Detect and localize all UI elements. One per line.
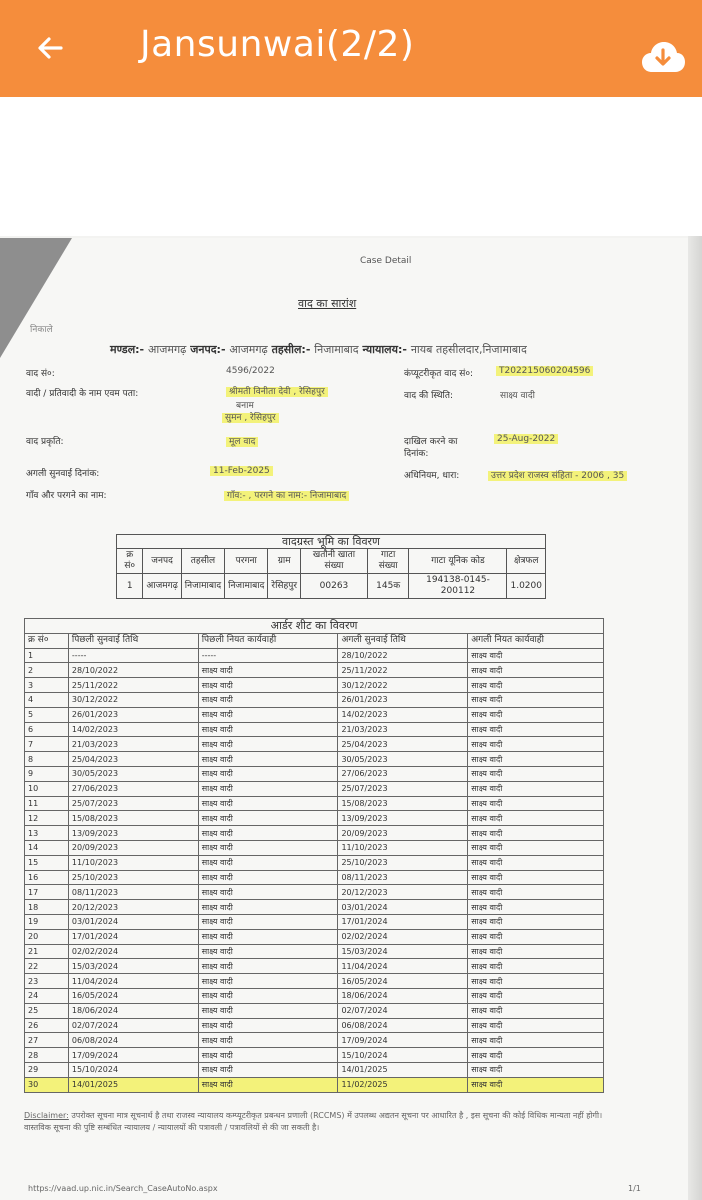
order-cell: 16 bbox=[25, 870, 69, 885]
land-col-header: क्र सं० bbox=[117, 549, 143, 574]
order-cell: 30/05/2023 bbox=[68, 766, 198, 781]
order-cell: 11/10/2023 bbox=[68, 855, 198, 870]
computer-no-label: कंप्यूटरीकृत वाद सं०: bbox=[404, 369, 474, 379]
order-cell: साक्ष्य वादी bbox=[198, 1048, 338, 1063]
filed-value: 25-Aug-2022 bbox=[494, 434, 558, 444]
order-cell: 26/01/2023 bbox=[338, 692, 468, 707]
order-cell: 03/01/2024 bbox=[68, 914, 198, 929]
order-cell: 11 bbox=[25, 796, 69, 811]
order-row bbox=[25, 1003, 604, 1018]
order-cell: 15/10/2024 bbox=[68, 1062, 198, 1077]
order-row bbox=[25, 974, 604, 989]
order-cell: 17/01/2024 bbox=[68, 929, 198, 944]
order-cell: साक्ष्य वादी bbox=[198, 1003, 338, 1018]
status-label: वाद की स्थिति: bbox=[404, 391, 453, 401]
order-cell: साक्ष्य वादी bbox=[198, 900, 338, 915]
order-cell: 08/11/2023 bbox=[68, 885, 198, 900]
order-sheet-table bbox=[24, 618, 604, 1093]
order-row bbox=[25, 692, 604, 707]
land-col-header: गाटा संख्या bbox=[367, 549, 409, 574]
land-cell: 145क bbox=[367, 574, 409, 599]
order-cell: 20/09/2023 bbox=[68, 840, 198, 855]
order-cell: 13 bbox=[25, 826, 69, 841]
banam-text: बनाम bbox=[236, 401, 254, 411]
land-cell: 1 bbox=[117, 574, 143, 599]
order-cell: 14/02/2023 bbox=[338, 707, 468, 722]
footer-url: https://vaad.up.nic.in/Search_CaseAutoNo.aspx bbox=[28, 1184, 218, 1193]
vaad-sn-value: 4596/2022 bbox=[226, 366, 275, 376]
order-cell: साक्ष्य वादी bbox=[198, 811, 338, 826]
order-row bbox=[25, 766, 604, 781]
order-cell: साक्ष्य वादी bbox=[468, 885, 604, 900]
filed-label: दाखिल करने का bbox=[404, 437, 458, 447]
order-col-header: पिछली सुनवाई तिथि bbox=[68, 633, 198, 648]
order-cell: 24 bbox=[25, 988, 69, 1003]
order-cell: 02/02/2024 bbox=[338, 929, 468, 944]
order-cell: 25/10/2023 bbox=[338, 855, 468, 870]
disclaimer-label: Disclaimer: bbox=[24, 1111, 69, 1120]
order-cell: साक्ष्य वादी bbox=[468, 648, 604, 663]
order-cell: 29 bbox=[25, 1062, 69, 1077]
order-cell: साक्ष्य वादी bbox=[198, 722, 338, 737]
next-date-value: 11-Feb-2025 bbox=[210, 466, 273, 476]
next-date-label: अगली सुनवाई दिनांक: bbox=[26, 469, 100, 479]
order-row bbox=[25, 944, 604, 959]
footer-page-number: 1/1 bbox=[628, 1184, 641, 1193]
order-cell: 14 bbox=[25, 840, 69, 855]
order-cell: साक्ष्य वादी bbox=[468, 1062, 604, 1077]
order-cell: 28 bbox=[25, 1048, 69, 1063]
land-col-header: क्षेत्रफल bbox=[507, 549, 546, 574]
order-cell: 27 bbox=[25, 1033, 69, 1048]
order-cell: साक्ष्य वादी bbox=[468, 826, 604, 841]
order-cell: साक्ष्य वादी bbox=[198, 663, 338, 678]
order-cell: 20/12/2023 bbox=[338, 885, 468, 900]
order-row bbox=[25, 1077, 604, 1092]
order-row bbox=[25, 811, 604, 826]
order-cell: 20/09/2023 bbox=[338, 826, 468, 841]
status-value: साक्ष्य वादी bbox=[500, 391, 535, 401]
order-cell: साक्ष्य वादी bbox=[468, 722, 604, 737]
land-col-header: गाटा यूनिक कोड bbox=[409, 549, 507, 574]
order-row bbox=[25, 929, 604, 944]
order-row bbox=[25, 914, 604, 929]
order-cell: ----- bbox=[198, 648, 338, 663]
order-cell: साक्ष्य वादी bbox=[468, 944, 604, 959]
order-row bbox=[25, 855, 604, 870]
order-cell: 18 bbox=[25, 900, 69, 915]
order-cell: 11/04/2024 bbox=[68, 974, 198, 989]
order-cell: साक्ष्य वादी bbox=[468, 678, 604, 693]
order-cell: 15/08/2023 bbox=[338, 796, 468, 811]
nature-label: वाद प्रकृति: bbox=[26, 437, 64, 447]
land-col-header: जनपद bbox=[143, 549, 181, 574]
land-cell: 00263 bbox=[301, 574, 368, 599]
order-cell: 27/06/2023 bbox=[68, 781, 198, 796]
arrow-left-icon bbox=[35, 33, 65, 63]
case-detail-label: Case Detail bbox=[360, 256, 412, 266]
order-cell: साक्ष्य वादी bbox=[468, 752, 604, 767]
order-cell: 16/05/2024 bbox=[338, 974, 468, 989]
order-row bbox=[25, 1048, 604, 1063]
land-col-header: परगना bbox=[225, 549, 268, 574]
land-cell: निजामाबाद bbox=[225, 574, 268, 599]
order-cell: साक्ष्य वादी bbox=[468, 1077, 604, 1092]
order-cell: साक्ष्य वादी bbox=[468, 1003, 604, 1018]
order-row bbox=[25, 988, 604, 1003]
order-cell: साक्ष्य वादी bbox=[198, 959, 338, 974]
land-row bbox=[117, 574, 546, 599]
order-cell: साक्ष्य वादी bbox=[468, 663, 604, 678]
order-cell: साक्ष्य वादी bbox=[198, 678, 338, 693]
order-row bbox=[25, 781, 604, 796]
order-cell: 30/12/2022 bbox=[68, 692, 198, 707]
order-cell: 15/08/2023 bbox=[68, 811, 198, 826]
order-cell: 13/09/2023 bbox=[68, 826, 198, 841]
order-cell: साक्ष्य वादी bbox=[198, 1062, 338, 1077]
order-row bbox=[25, 900, 604, 915]
order-row bbox=[25, 1062, 604, 1077]
order-row bbox=[25, 885, 604, 900]
order-cell: साक्ष्य वादी bbox=[468, 1033, 604, 1048]
order-cell: ----- bbox=[68, 648, 198, 663]
order-cell: 30 bbox=[25, 1077, 69, 1092]
order-cell: साक्ष्य वादी bbox=[468, 870, 604, 885]
order-cell: साक्ष्य वादी bbox=[468, 840, 604, 855]
order-row bbox=[25, 663, 604, 678]
disclaimer-text: उपरोक्त सूचना मात्र सूचनार्थ है तथा राजस्व न्यायालय कम्प्यूटरीकृत प्रबन्धन प्रणाली (RCCMS) में उपलब्ध अद्यतन सूचना पर आधारित है , इस सूचना की कोई विधिक मान्यता नहीं होगी। वास्तविक सूचना की पुष्टि सम्बंधित न्यायालय / न्यायालयों की पत्रावली / पत्रावलियों से की जा सकती है। bbox=[24, 1111, 603, 1132]
order-cell: 06/08/2024 bbox=[338, 1018, 468, 1033]
order-row bbox=[25, 840, 604, 855]
order-cell: 13/09/2023 bbox=[338, 811, 468, 826]
order-cell: 11/10/2023 bbox=[338, 840, 468, 855]
vaad-sn-label: वाद सं०: bbox=[26, 369, 55, 379]
order-cell: साक्ष्य वादी bbox=[198, 1077, 338, 1092]
order-cell: साक्ष्य वादी bbox=[198, 781, 338, 796]
order-cell: 19 bbox=[25, 914, 69, 929]
order-row bbox=[25, 1033, 604, 1048]
order-cell: 23 bbox=[25, 974, 69, 989]
order-table-caption: आर्डर शीट का विवरण bbox=[25, 619, 604, 634]
order-cell: साक्ष्य वादी bbox=[468, 988, 604, 1003]
order-cell: 02/07/2024 bbox=[338, 1003, 468, 1018]
order-row bbox=[25, 707, 604, 722]
order-cell: साक्ष्य वादी bbox=[468, 1048, 604, 1063]
order-cell: 21/03/2023 bbox=[68, 737, 198, 752]
land-cell: निजामाबाद bbox=[181, 574, 224, 599]
order-cell: साक्ष्य वादी bbox=[468, 766, 604, 781]
order-cell: साक्ष्य वादी bbox=[198, 1033, 338, 1048]
order-cell: 21/03/2023 bbox=[338, 722, 468, 737]
order-cell: साक्ष्य वादी bbox=[198, 855, 338, 870]
order-cell: साक्ष्य वादी bbox=[468, 959, 604, 974]
order-cell: 25/04/2023 bbox=[338, 737, 468, 752]
order-cell: साक्ष्य वादी bbox=[198, 692, 338, 707]
village-value: गाँव:- , परगने का नाम:- निजामाबाद bbox=[224, 491, 349, 501]
order-cell: साक्ष्य वादी bbox=[468, 796, 604, 811]
order-cell: 27/06/2023 bbox=[338, 766, 468, 781]
order-cell: साक्ष्य वादी bbox=[198, 870, 338, 885]
order-cell: 21 bbox=[25, 944, 69, 959]
order-cell: 28/10/2022 bbox=[68, 663, 198, 678]
order-cell: 12 bbox=[25, 811, 69, 826]
order-row bbox=[25, 959, 604, 974]
party2-value: सुमन , रेसिहपुर bbox=[222, 413, 279, 423]
order-cell: 02/02/2024 bbox=[68, 944, 198, 959]
order-cell: साक्ष्य वादी bbox=[468, 855, 604, 870]
order-cell: 17/09/2024 bbox=[68, 1048, 198, 1063]
parties-label: वादी / प्रतिवादी के नाम एवम पता: bbox=[26, 389, 139, 399]
order-cell: 5 bbox=[25, 707, 69, 722]
order-cell: साक्ष्य वादी bbox=[468, 914, 604, 929]
order-cell: 1 bbox=[25, 648, 69, 663]
land-col-header: ग्राम bbox=[268, 549, 301, 574]
order-row bbox=[25, 870, 604, 885]
order-cell: 17/01/2024 bbox=[338, 914, 468, 929]
order-col-header: अगली नियत कार्यवाही bbox=[468, 633, 604, 648]
document-page bbox=[0, 238, 690, 1200]
order-cell: 30/12/2022 bbox=[338, 678, 468, 693]
back-button[interactable] bbox=[24, 22, 76, 74]
order-cell: 15 bbox=[25, 855, 69, 870]
cloud-download-icon bbox=[640, 40, 686, 74]
order-cell: 15/03/2024 bbox=[338, 944, 468, 959]
order-cell: साक्ष्य वादी bbox=[468, 737, 604, 752]
order-cell: 06/08/2024 bbox=[68, 1033, 198, 1048]
act-label: अधिनियम, धारा: bbox=[404, 471, 460, 481]
order-cell: 18/06/2024 bbox=[68, 1003, 198, 1018]
order-cell: 25 bbox=[25, 1003, 69, 1018]
order-cell: 26 bbox=[25, 1018, 69, 1033]
order-cell: 11/04/2024 bbox=[338, 959, 468, 974]
order-cell: 3 bbox=[25, 678, 69, 693]
document-photo[interactable] bbox=[0, 236, 702, 1200]
land-cell: आजमगढ़ bbox=[143, 574, 181, 599]
nature-value: मूल वाद bbox=[226, 437, 258, 447]
order-cell: 15/10/2024 bbox=[338, 1048, 468, 1063]
order-cell: 14/01/2025 bbox=[338, 1062, 468, 1077]
order-cell: साक्ष्य वादी bbox=[468, 692, 604, 707]
order-cell: 30/05/2023 bbox=[338, 752, 468, 767]
party1-value: श्रीमती विनीता देवी , रेसिहपुर bbox=[226, 387, 328, 397]
order-cell: 22 bbox=[25, 959, 69, 974]
order-cell: 08/11/2023 bbox=[338, 870, 468, 885]
land-col-header: खतौनी खाता संख्या bbox=[301, 549, 368, 574]
order-row bbox=[25, 1018, 604, 1033]
order-cell: 10 bbox=[25, 781, 69, 796]
land-cell: 1.0200 bbox=[507, 574, 546, 599]
court-header: मण्डल:- आजमगढ़ जनपद:- आजमगढ़ तहसील:- निजामाबाद न्यायालय:- नायब तहसीलदार,निजामाबाद bbox=[110, 343, 527, 356]
download-button[interactable] bbox=[638, 37, 688, 77]
order-cell: साक्ष्य वादी bbox=[468, 1018, 604, 1033]
order-cell: साक्ष्य वादी bbox=[198, 988, 338, 1003]
order-cell: साक्ष्य वादी bbox=[198, 840, 338, 855]
folded-corner bbox=[0, 238, 72, 358]
filed-label-2: दिनांक: bbox=[404, 449, 429, 459]
land-cell: रेसिहपुर bbox=[268, 574, 301, 599]
page-title: Jansunwai(2/2) bbox=[140, 24, 415, 65]
order-cell: 25/04/2023 bbox=[68, 752, 198, 767]
order-cell: 20 bbox=[25, 929, 69, 944]
order-rows bbox=[25, 648, 604, 1092]
order-cell: 25/11/2022 bbox=[68, 678, 198, 693]
order-cell: साक्ष्य वादी bbox=[198, 914, 338, 929]
land-col-header: तहसील bbox=[181, 549, 224, 574]
order-cell: 25/11/2022 bbox=[338, 663, 468, 678]
computer-no-value: T202215060204596 bbox=[496, 366, 593, 376]
order-cell: 28/10/2022 bbox=[338, 648, 468, 663]
order-cell: 11/02/2025 bbox=[338, 1077, 468, 1092]
order-cell: 14/02/2023 bbox=[68, 722, 198, 737]
village-label: गाँव और परगने का नाम: bbox=[26, 491, 107, 501]
order-row bbox=[25, 796, 604, 811]
order-cell: साक्ष्य वादी bbox=[198, 885, 338, 900]
app-bar bbox=[0, 0, 702, 97]
order-header-row bbox=[25, 633, 604, 648]
order-cell: 9 bbox=[25, 766, 69, 781]
order-cell: साक्ष्य वादी bbox=[198, 944, 338, 959]
order-cell: 8 bbox=[25, 752, 69, 767]
order-cell: साक्ष्य वादी bbox=[468, 929, 604, 944]
order-cell: 16/05/2024 bbox=[68, 988, 198, 1003]
order-cell: 15/03/2024 bbox=[68, 959, 198, 974]
land-cell: 194138-0145-200112 bbox=[409, 574, 507, 599]
land-header-row bbox=[117, 549, 546, 574]
order-col-header: पिछली नियत कार्यवाही bbox=[198, 633, 338, 648]
order-cell: साक्ष्य वादी bbox=[198, 796, 338, 811]
order-cell: 26/01/2023 bbox=[68, 707, 198, 722]
order-cell: 2 bbox=[25, 663, 69, 678]
order-row bbox=[25, 722, 604, 737]
order-cell: 25/10/2023 bbox=[68, 870, 198, 885]
page-edge-shadow bbox=[688, 236, 702, 1200]
land-table-caption: वादग्रस्त भूमि का विवरण bbox=[117, 535, 546, 549]
summary-title: वाद का सारांश bbox=[298, 297, 357, 310]
order-cell: 6 bbox=[25, 722, 69, 737]
order-row bbox=[25, 752, 604, 767]
order-cell: साक्ष्य वादी bbox=[198, 929, 338, 944]
order-col-header: क्र सं० bbox=[25, 633, 69, 648]
order-cell: साक्ष्य वादी bbox=[468, 974, 604, 989]
order-cell: 25/07/2023 bbox=[68, 796, 198, 811]
order-row bbox=[25, 826, 604, 841]
order-cell: 4 bbox=[25, 692, 69, 707]
order-cell: 7 bbox=[25, 737, 69, 752]
order-cell: साक्ष्य वादी bbox=[468, 811, 604, 826]
order-cell: साक्ष्य वादी bbox=[198, 974, 338, 989]
order-cell: 20/12/2023 bbox=[68, 900, 198, 915]
order-row bbox=[25, 648, 604, 663]
order-cell: 18/06/2024 bbox=[338, 988, 468, 1003]
order-col-header: अगली सुनवाई तिथि bbox=[338, 633, 468, 648]
order-cell: साक्ष्य वादी bbox=[468, 781, 604, 796]
order-cell: 17 bbox=[25, 885, 69, 900]
order-row bbox=[25, 678, 604, 693]
order-row bbox=[25, 737, 604, 752]
order-cell: 03/01/2024 bbox=[338, 900, 468, 915]
disclaimer bbox=[24, 1110, 624, 1134]
land-table bbox=[116, 534, 546, 599]
order-cell: 14/01/2025 bbox=[68, 1077, 198, 1092]
order-cell: साक्ष्य वादी bbox=[198, 737, 338, 752]
order-cell: साक्ष्य वादी bbox=[468, 707, 604, 722]
order-cell: साक्ष्य वादी bbox=[468, 900, 604, 915]
order-cell: साक्ष्य वादी bbox=[198, 766, 338, 781]
order-cell: साक्ष्य वादी bbox=[198, 1018, 338, 1033]
order-cell: साक्ष्य वादी bbox=[198, 707, 338, 722]
order-cell: 17/09/2024 bbox=[338, 1033, 468, 1048]
nikale-text: निकाले bbox=[30, 325, 53, 335]
act-value: उत्तर प्रदेश राजस्व संहिता - 2006 , 35 bbox=[488, 471, 627, 481]
order-cell: साक्ष्य वादी bbox=[198, 826, 338, 841]
order-cell: 02/07/2024 bbox=[68, 1018, 198, 1033]
order-cell: साक्ष्य वादी bbox=[198, 752, 338, 767]
order-cell: 25/07/2023 bbox=[338, 781, 468, 796]
